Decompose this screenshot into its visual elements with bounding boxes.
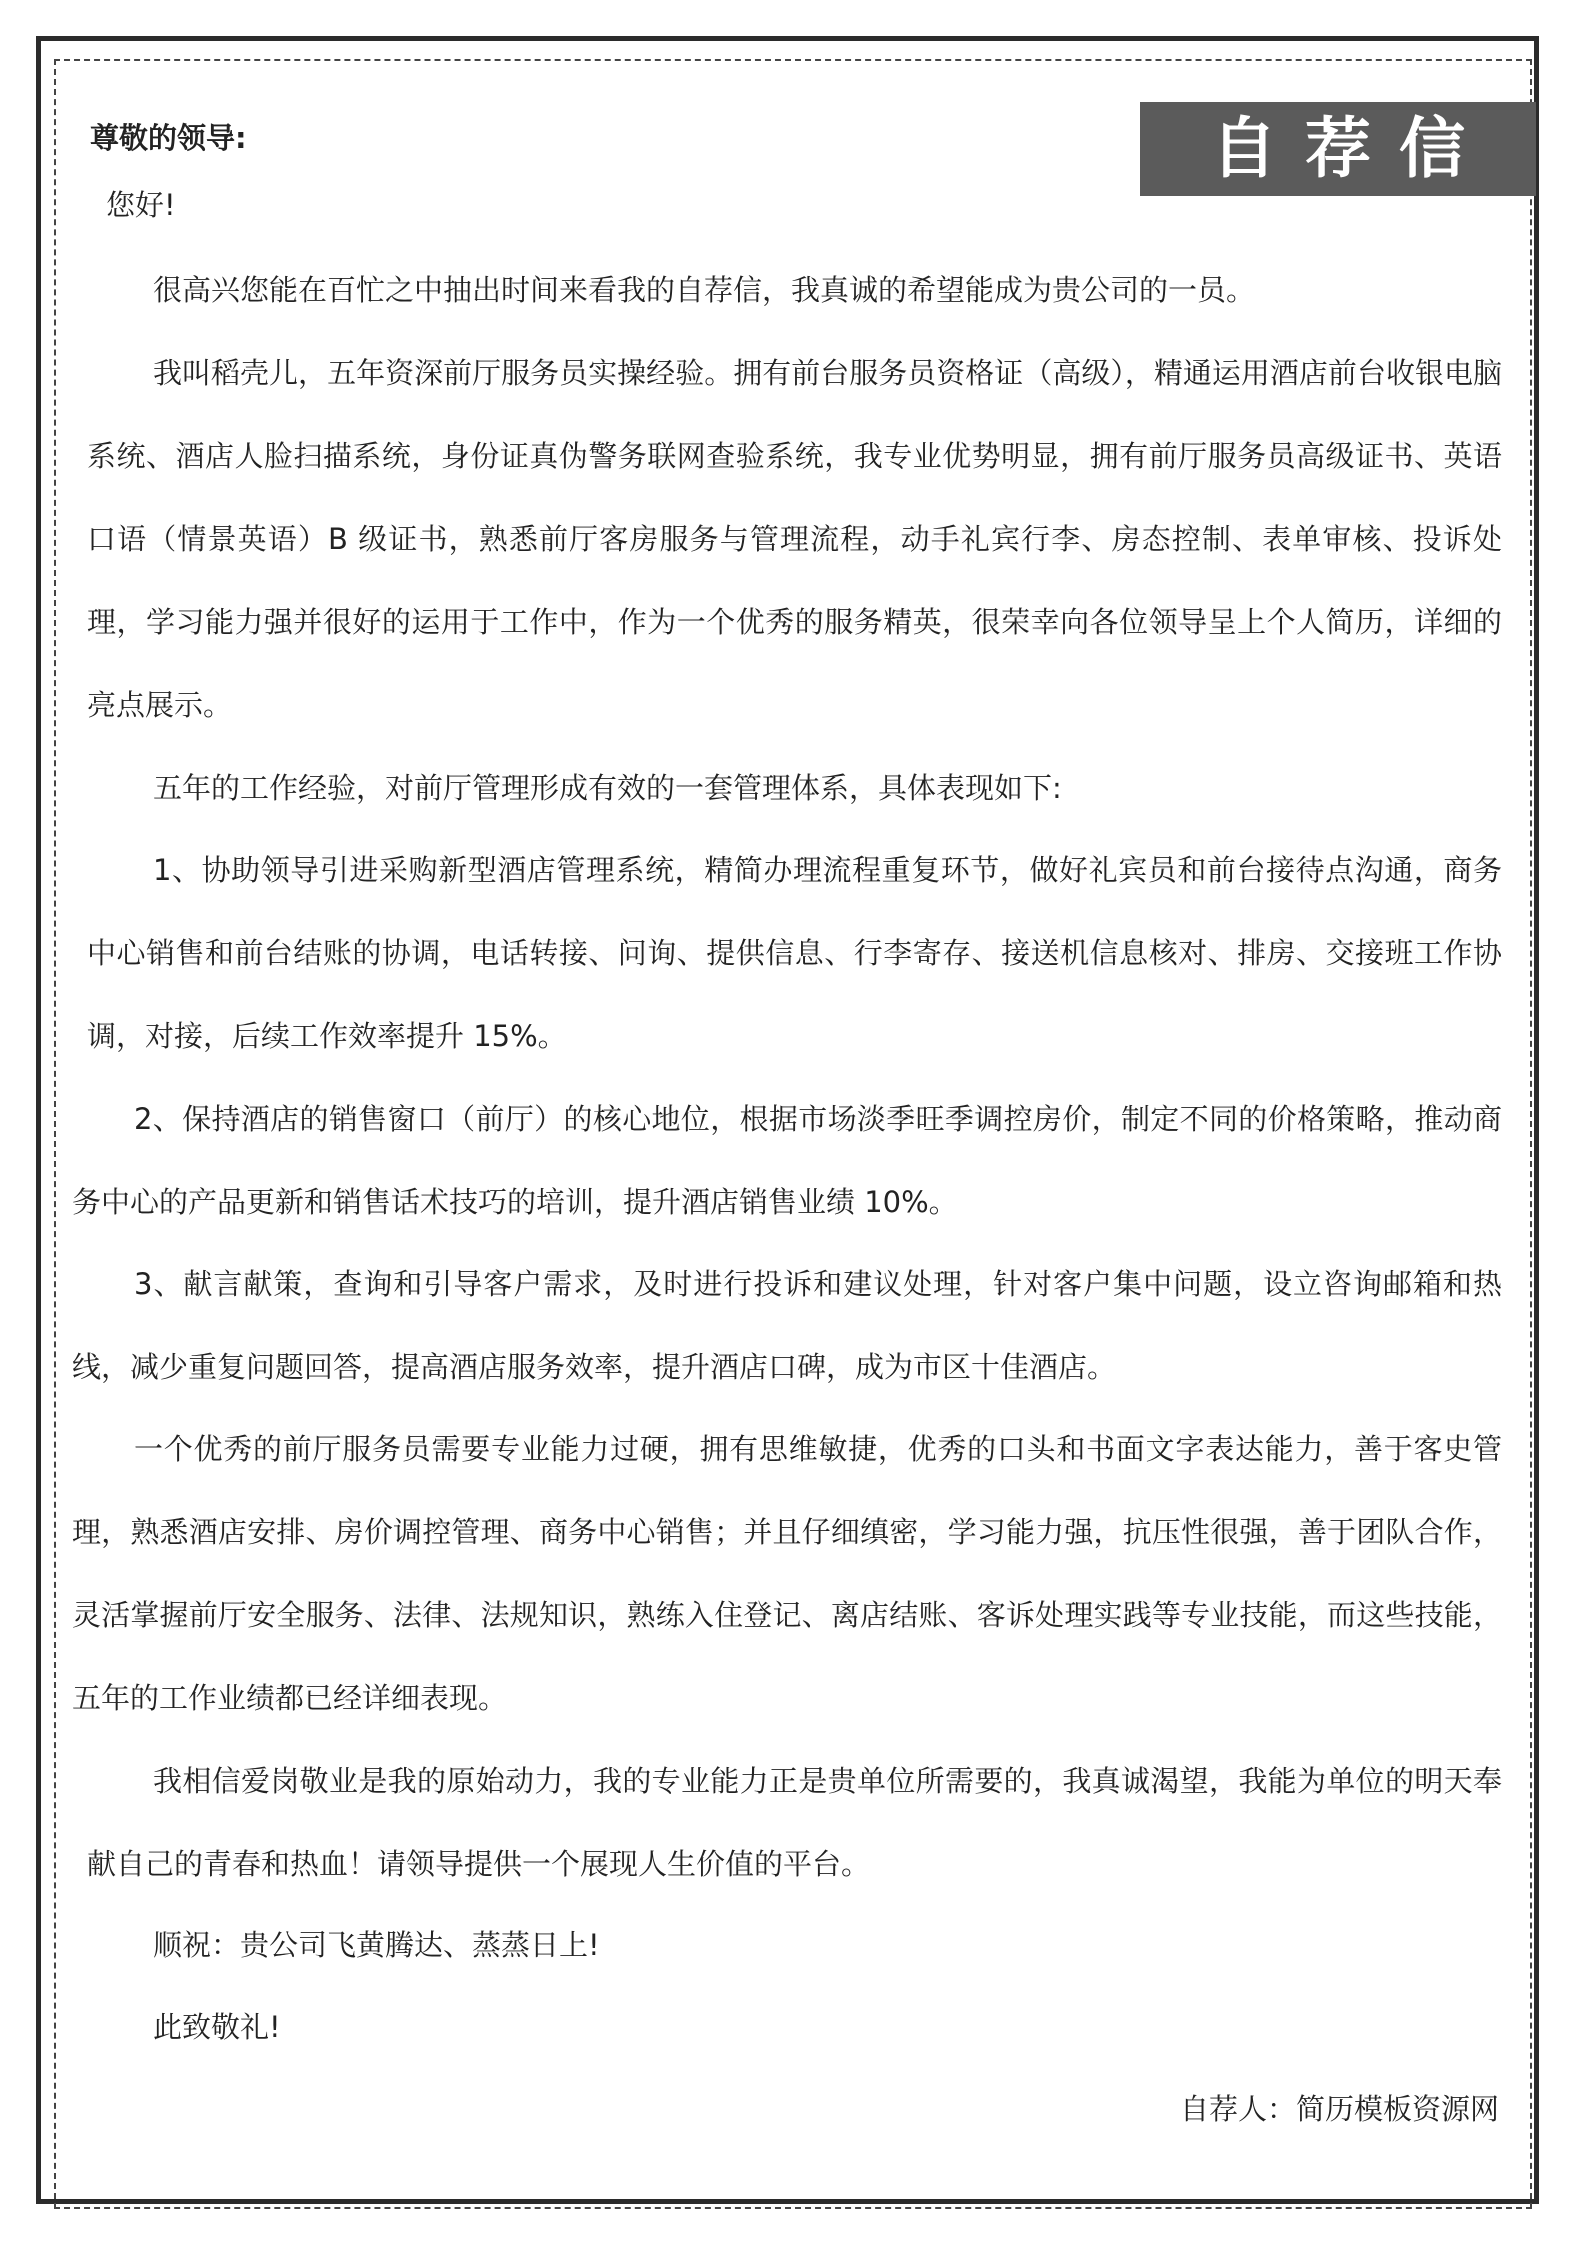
paragraph-skills: 一个优秀的前厅服务员需要专业能力过硬，拥有思维敏捷，优秀的口头和书面文字表达能力，善于客史管理，熟悉酒店安排、房价调控管理、商务中心销售；并且仔细缜密，学习能力强，抗压性很强，善于团队合作，灵活掌握前厅安全服务、法律、法规知识，熟练入住登记、离店结账、客诉处理实践等专业技能，而这些技能，五年的工作业绩都已经详细表现。 [72,1432,1502,1715]
paragraph-conclusion: 我相信爱岗敬业是我的原始动力，我的专业能力正是贵单位所需要的，我真诚渴望，我能为单位的明天奉献自己的青春和热血！请领导提供一个展现人生价值的平台。 [87,1764,1502,1881]
salutation: 尊敬的领导: [90,121,247,155]
paragraph-intro: 很高兴您能在百忙之中抽出时间来看我的自荐信，我真诚的希望能成为贵公司的一员。 [153,273,1256,307]
paragraph-achievement-1: 1、协助领导引进采购新型酒店管理系统，精简办理流程重复环节，做好礼宾员和前台接待点沟通，商务中心销售和前台结账的协调，电话转接、问询、提供信息、行李寄存、接送机信息核对、排房、交接班工作协调，对接，后续工作效率提升 15%。 [87,853,1502,1053]
paragraph-achievement-2: 2、保持酒店的销售窗口（前厅）的核心地位，根据市场淡季旺季调控房价，制定不同的价格策略，推动商务中心的产品更新和销售话术技巧的培训，提升酒店销售业绩 10%。 [72,1102,1502,1219]
paragraph-background: 我叫稻壳儿，五年资深前厅服务员实操经验。拥有前台服务员资格证（高级），精通运用酒店前台收银电脑系统、酒店人脸扫描系统，身份证真伪警务联网查验系统，我专业优势明显，拥有前厅服务员高级证书、英语口语（情景英语）B 级证书，熟悉前厅客房服务与管理流程，动手礼宾行李、房态控制、表单审核、投诉处理，学习能力强并很好的运用于工作中，作为一个优秀的服务精英，很荣幸向各位领导呈上个人简历，详细的亮点展示。 [87,356,1502,722]
signature: 自荐人：简历模板资源网 [1179,2092,1499,2126]
paragraph-achievement-3: 3、献言献策，查询和引导客户需求，及时进行投诉和建议处理，针对客户集中问题，设立咨询邮箱和热线，减少重复问题回答，提高酒店服务效率，提升酒店口碑，成为市区十佳酒店。 [72,1267,1502,1384]
closing-wish: 顺祝：贵公司飞黄腾达、蒸蒸日上! [153,1928,600,1962]
paragraph-experience-summary: 五年的工作经验，对前厅管理形成有效的一套管理体系，具体表现如下: [153,771,1062,805]
closing-regards: 此致敬礼! [153,2010,281,2044]
title-banner: 自荐信 [1140,102,1536,196]
greeting: 您好! [106,188,176,222]
